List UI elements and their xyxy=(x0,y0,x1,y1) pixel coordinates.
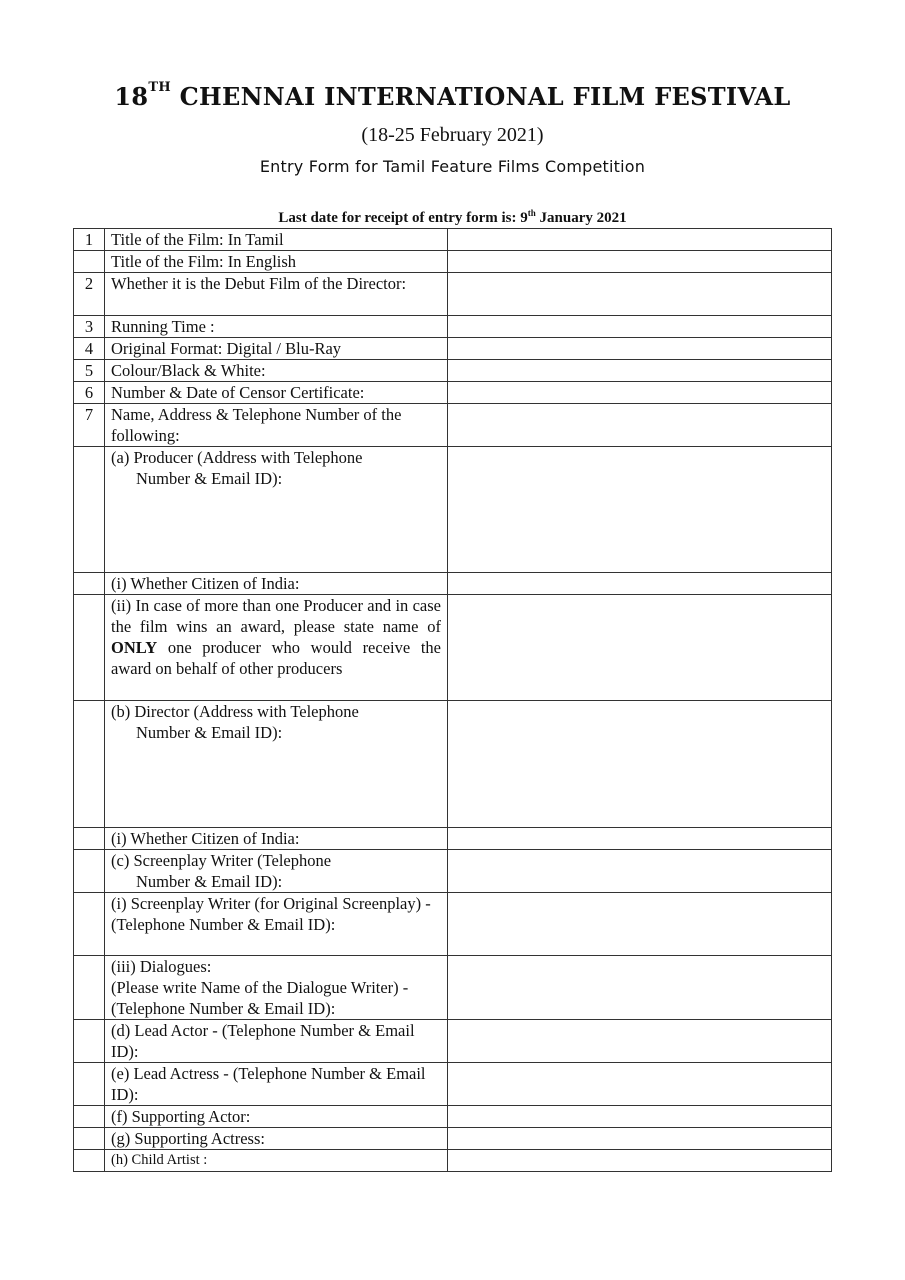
row-running-time xyxy=(74,316,832,338)
row-number xyxy=(74,850,105,893)
lead-actress-answer-field[interactable] xyxy=(448,1063,832,1106)
row-number xyxy=(74,1063,105,1106)
child-artist-answer-field[interactable] xyxy=(448,1150,832,1172)
director-label-line2: Number & Email ID): xyxy=(136,723,283,742)
row-label: (d) Lead Actor - (Telephone Number & Email ID): xyxy=(105,1020,448,1063)
row-original-screenplay xyxy=(74,893,832,956)
producer-multiple-answer-field[interactable] xyxy=(448,595,832,701)
row-number xyxy=(74,595,105,701)
row-colour xyxy=(74,360,832,382)
row-label: (i) Whether Citizen of India: xyxy=(105,573,448,595)
row-number xyxy=(74,573,105,595)
row-label: Title of the Film: In Tamil xyxy=(105,229,448,251)
screenplay-writer-answer-field[interactable] xyxy=(448,850,832,893)
row-number xyxy=(74,1150,105,1172)
row-dialogues xyxy=(74,956,832,1020)
row-label: Whether it is the Debut Film of the Director: xyxy=(105,273,448,316)
row-number: 2 xyxy=(74,273,105,316)
row-supporting-actress xyxy=(74,1128,832,1150)
row-label xyxy=(105,701,448,828)
row-number xyxy=(74,828,105,850)
original-screenplay-answer-field[interactable] xyxy=(448,893,832,956)
row-number xyxy=(74,956,105,1020)
row-title-english xyxy=(74,251,832,273)
row-number xyxy=(74,1128,105,1150)
row-number xyxy=(74,893,105,956)
row-label: (h) Child Artist : xyxy=(105,1150,448,1172)
producer-citizen-answer-field[interactable] xyxy=(448,573,832,595)
row-screenplay-writer xyxy=(74,850,832,893)
row-number: 7 xyxy=(74,404,105,447)
row-title-tamil xyxy=(74,229,832,251)
page-title: 18TH CHENNAI INTERNATIONAL FILM FESTIVAL xyxy=(114,80,791,111)
director-citizen-answer-field[interactable] xyxy=(448,828,832,850)
row-contacts-header xyxy=(74,404,832,447)
title-tamil-answer-field[interactable] xyxy=(448,229,832,251)
row-label: Original Format: Digital / Blu-Ray xyxy=(105,338,448,360)
row-producer-multiple xyxy=(74,595,832,701)
dialogues-label-line1: (iii) Dialogues: xyxy=(111,957,212,976)
row-label: (i) Whether Citizen of India: xyxy=(105,828,448,850)
supporting-actor-answer-field[interactable] xyxy=(448,1106,832,1128)
director-label-line1: (b) Director (Address with Telephone xyxy=(111,702,359,721)
festival-dates: (18-25 February 2021) xyxy=(361,124,544,146)
colour-answer-field[interactable] xyxy=(448,360,832,382)
row-label: Title of the Film: In English xyxy=(105,251,448,273)
entry-form-table xyxy=(73,228,832,1172)
producer-label-line2: Number & Email ID): xyxy=(136,469,283,488)
row-label: (g) Supporting Actress: xyxy=(105,1128,448,1150)
row-number xyxy=(74,251,105,273)
row-director xyxy=(74,701,832,828)
row-number: 5 xyxy=(74,360,105,382)
row-censor-certificate xyxy=(74,382,832,404)
row-number: 3 xyxy=(74,316,105,338)
row-label xyxy=(105,447,448,573)
row-label: Name, Address & Telephone Number of the following: xyxy=(105,404,448,447)
last-date-notice: Last date for receipt of entry form is: 9th January 2021 xyxy=(278,208,627,226)
row-label xyxy=(105,956,448,1020)
row-supporting-actor xyxy=(74,1106,832,1128)
producer-label-line1: (a) Producer (Address with Telephone xyxy=(111,448,363,467)
dialogues-label-line2: (Please write Name of the Dialogue Writer) - (Telephone Number & Email ID): xyxy=(111,978,409,1018)
original-format-answer-field[interactable] xyxy=(448,338,832,360)
row-label xyxy=(105,850,448,893)
row-number xyxy=(74,701,105,828)
row-label: Number & Date of Censor Certificate: xyxy=(105,382,448,404)
row-number xyxy=(74,447,105,573)
director-answer-field[interactable] xyxy=(448,701,832,828)
screenplay-label-line1: (c) Screenplay Writer (Telephone xyxy=(111,851,332,870)
row-label: (i) Screenplay Writer (for Original Screenplay) - (Telephone Number & Email ID): xyxy=(105,893,448,956)
form-subtitle: Entry Form for Tamil Feature Films Competition xyxy=(259,157,646,176)
lead-actor-answer-field[interactable] xyxy=(448,1020,832,1063)
row-lead-actor xyxy=(74,1020,832,1063)
title-english-answer-field[interactable] xyxy=(448,251,832,273)
row-lead-actress xyxy=(74,1063,832,1106)
row-producer xyxy=(74,447,832,573)
row-label: (ii) In case of more than one Producer and in case the film wins an award, please state name of ONLY one producer who would receive the award on behalf of other producers xyxy=(105,595,448,701)
debut-film-answer-field[interactable] xyxy=(448,273,832,316)
supporting-actress-answer-field[interactable] xyxy=(448,1128,832,1150)
producer-answer-field[interactable] xyxy=(448,447,832,573)
row-label: (e) Lead Actress - (Telephone Number & Email ID): xyxy=(105,1063,448,1106)
censor-certificate-answer-field[interactable] xyxy=(448,382,832,404)
row-label: Running Time : xyxy=(105,316,448,338)
screenplay-label-line2: Number & Email ID): xyxy=(136,872,283,891)
row-label: Colour/Black & White: xyxy=(105,360,448,382)
running-time-answer-field[interactable] xyxy=(448,316,832,338)
row-number xyxy=(74,1020,105,1063)
row-producer-citizen xyxy=(74,573,832,595)
row-debut-film xyxy=(74,273,832,316)
row-director-citizen xyxy=(74,828,832,850)
row-original-format xyxy=(74,338,832,360)
row-number: 1 xyxy=(74,229,105,251)
row-number: 6 xyxy=(74,382,105,404)
row-number: 4 xyxy=(74,338,105,360)
row-label: (f) Supporting Actor: xyxy=(105,1106,448,1128)
dialogues-answer-field[interactable] xyxy=(448,956,832,1020)
contacts-answer-field[interactable] xyxy=(448,404,832,447)
row-number xyxy=(74,1106,105,1128)
row-child-artist xyxy=(74,1150,832,1172)
